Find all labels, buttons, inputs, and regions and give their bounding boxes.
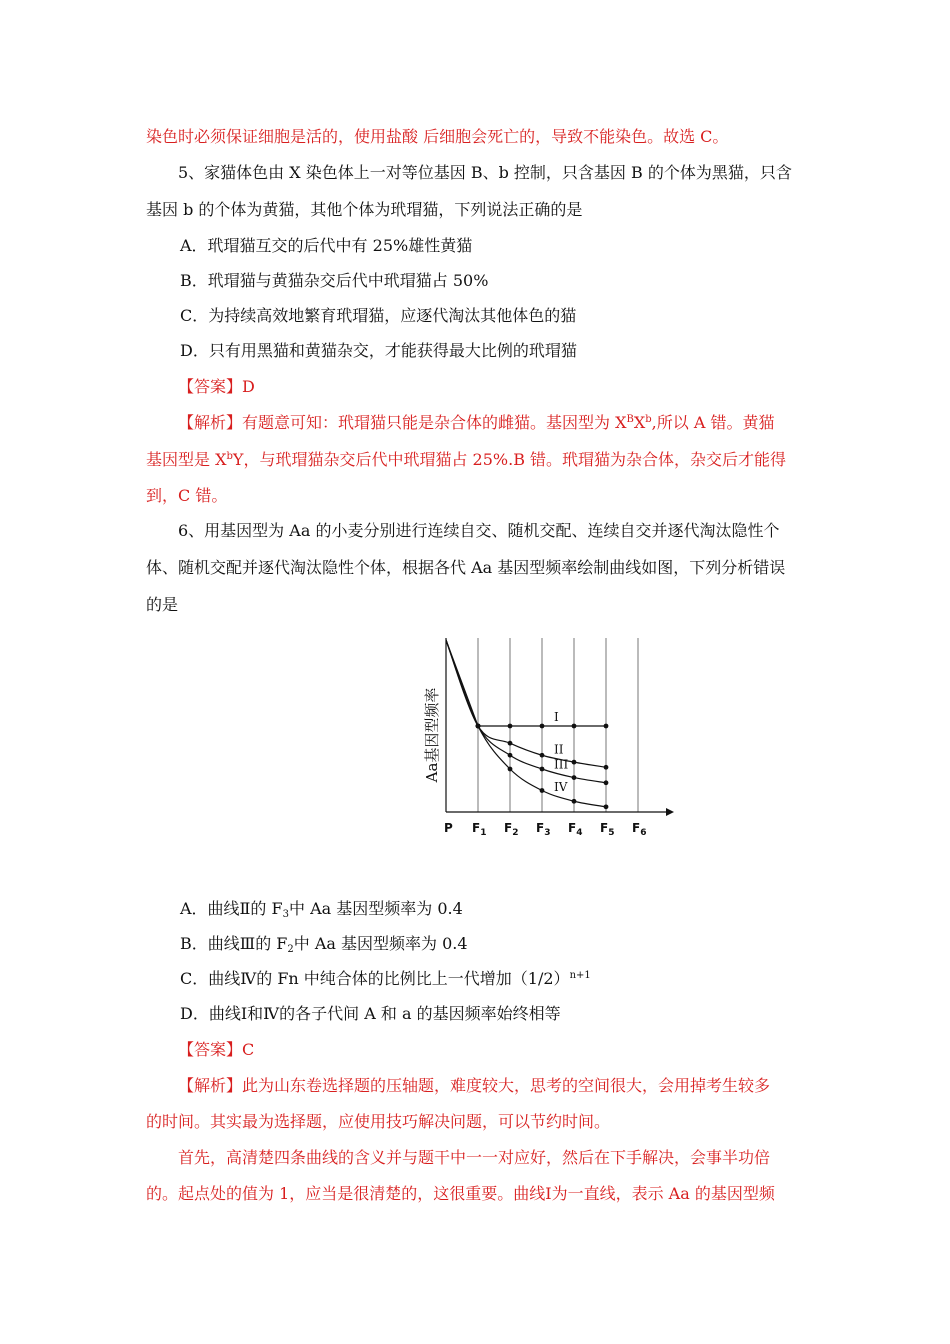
point-III-F2 bbox=[508, 753, 513, 758]
q5-exp2-part-b: Y，与玳瑁猫杂交后代中玳瑁猫占 25%.B 错。玳瑁猫为杂合体，杂交后才能得 bbox=[232, 450, 787, 469]
aa-frequency-chart bbox=[423, 630, 678, 845]
q6-explanation-line4: 的。起点处的值为 1，应当是很清楚的，这很重要。曲线Ⅰ为一直线，表示 Aa 的基因型频 bbox=[146, 1184, 775, 1203]
curve-IV bbox=[446, 640, 606, 807]
q5-option-a: A．玳瑁猫互交的后代中有 25%雄性黄猫 bbox=[180, 236, 473, 255]
q6-option-d: D．曲线Ⅰ和Ⅳ的各子代间 A 和 a 的基因频率始终相等 bbox=[180, 1004, 561, 1023]
y-axis-label: Aa基因型频率 bbox=[423, 687, 441, 783]
q5-option-b: B．玳瑁猫与黄猫杂交后代中玳瑁猫占 50% bbox=[180, 271, 489, 290]
x-tick-F2: $F_2$ bbox=[504, 821, 519, 838]
point-I-F5 bbox=[604, 724, 609, 729]
point-II-F2 bbox=[508, 741, 513, 746]
point-IV-F4 bbox=[572, 799, 577, 804]
q5-stem-line1: 5、家猫体色由 X 染色体上一对等位基因 B、b 控制，只含基因 B 的个体为黑猫，只含 bbox=[178, 163, 792, 182]
x-axis-arrow bbox=[666, 808, 674, 816]
curve-III bbox=[446, 640, 606, 783]
intro-line: 染色时必须保证细胞是活的，使用盐酸 后细胞会死亡的，导致不能染色。故选 C。 bbox=[146, 127, 729, 146]
x-tick-F5: $F_5$ bbox=[600, 821, 615, 838]
q6-optA-sub: 3 bbox=[282, 909, 289, 920]
x-tick-P: P bbox=[444, 821, 453, 835]
q5-exp2-sup: b bbox=[226, 451, 233, 462]
q6-optB-sub: 2 bbox=[287, 944, 294, 955]
curve-label-II: II bbox=[554, 742, 564, 757]
q6-explanation-line2: 的时间。其实最为选择题，应使用技巧解决问题，可以节约时间。 bbox=[146, 1112, 611, 1131]
q5-exp1-sup-b-lower: b bbox=[645, 414, 652, 425]
q5-exp1-sup-b: B bbox=[626, 414, 634, 425]
q6-answer: 【答案】C bbox=[178, 1040, 255, 1059]
q5-explanation-line3: 到，C 错。 bbox=[146, 486, 228, 505]
point-IV-F2 bbox=[508, 767, 513, 772]
point-II-F3 bbox=[540, 753, 545, 758]
point-II-F5 bbox=[604, 765, 609, 770]
q6-stem-line3: 的是 bbox=[146, 595, 179, 614]
point-I-F2 bbox=[508, 724, 513, 729]
q6-option-b bbox=[180, 933, 468, 955]
curve-label-I: I bbox=[554, 710, 559, 724]
x-tick-F3: $F_3$ bbox=[536, 821, 551, 838]
point-III-F3 bbox=[540, 767, 545, 772]
point-IV-F1 bbox=[476, 724, 481, 729]
q5-option-d: D．只有用黑猫和黄猫杂交，才能获得最大比例的玳瑁猫 bbox=[180, 341, 577, 360]
q5-exp1-part-a: 【解析】有题意可知：玳瑁猫只能是杂合体的雌猫。基因型为 X bbox=[178, 413, 627, 432]
q6-stem-line1: 6、用基因型为 Aa 的小麦分别进行连续自交、随机交配、连续自交并逐代淘汰隐性个 bbox=[178, 521, 780, 540]
q6-option-c bbox=[180, 968, 591, 990]
q6-explanation-line1: 【解析】此为山东卷选择题的压轴题，难度较大，思考的空间很大，会用掉考生较多 bbox=[178, 1076, 771, 1095]
q5-exp2-part-a: 基因型是 X bbox=[146, 450, 227, 469]
x-tick-F4: $F_4$ bbox=[568, 821, 583, 838]
q5-explanation-line1 bbox=[178, 412, 774, 434]
point-I-F4 bbox=[572, 724, 577, 729]
q6-stem-line2: 体、随机交配并逐代淘汰隐性个体，根据各代 Aa 基因型频率绘制曲线如图，下列分析错误 bbox=[146, 558, 786, 577]
curve-label-IV: IV bbox=[554, 779, 568, 794]
point-III-F5 bbox=[604, 780, 609, 785]
q5-option-c: C．为持续高效地繁育玳瑁猫，应逐代淘汰其他体色的猫 bbox=[180, 306, 577, 325]
q6-option-a bbox=[180, 898, 463, 920]
chart-svg bbox=[423, 630, 678, 845]
q6-optB-part-a: B．曲线Ⅲ的 F bbox=[180, 934, 288, 953]
x-tick-F1: $F_1$ bbox=[472, 821, 487, 838]
q5-exp1-part-c: ,所以 A 错。黄猫 bbox=[651, 413, 775, 432]
q6-optA-part-b: 中 Aa 基因型频率为 0.4 bbox=[289, 899, 463, 918]
curve-label-III: III bbox=[554, 757, 569, 772]
q6-optB-part-b: 中 Aa 基因型频率为 0.4 bbox=[293, 934, 468, 953]
q6-optC-part-a: C．曲线Ⅳ的 Fn 中纯合体的比例比上一代增加（1/2） bbox=[180, 969, 570, 988]
q5-exp1-part-b: X bbox=[633, 413, 646, 432]
point-IV-F3 bbox=[540, 788, 545, 793]
point-III-F4 bbox=[572, 775, 577, 780]
point-I-F3 bbox=[540, 724, 545, 729]
x-tick-F6: $F_6$ bbox=[632, 821, 647, 838]
q5-stem-line2: 基因 b 的个体为黄猫，其他个体为玳瑁猫，下列说法正确的是 bbox=[146, 200, 583, 219]
point-II-F4 bbox=[572, 760, 577, 765]
q5-explanation-line2 bbox=[146, 449, 786, 471]
q6-explanation-line3: 首先，高清楚四条曲线的含义并与题干中一一对应好，然后在下手解决，会事半功倍 bbox=[178, 1148, 771, 1167]
curve-I bbox=[446, 640, 606, 726]
q6-optC-sup: n+1 bbox=[569, 970, 591, 981]
q6-optA-part-a: A．曲线Ⅱ的 F bbox=[180, 899, 283, 918]
point-IV-F5 bbox=[604, 804, 609, 809]
q5-answer: 【答案】D bbox=[178, 377, 255, 396]
